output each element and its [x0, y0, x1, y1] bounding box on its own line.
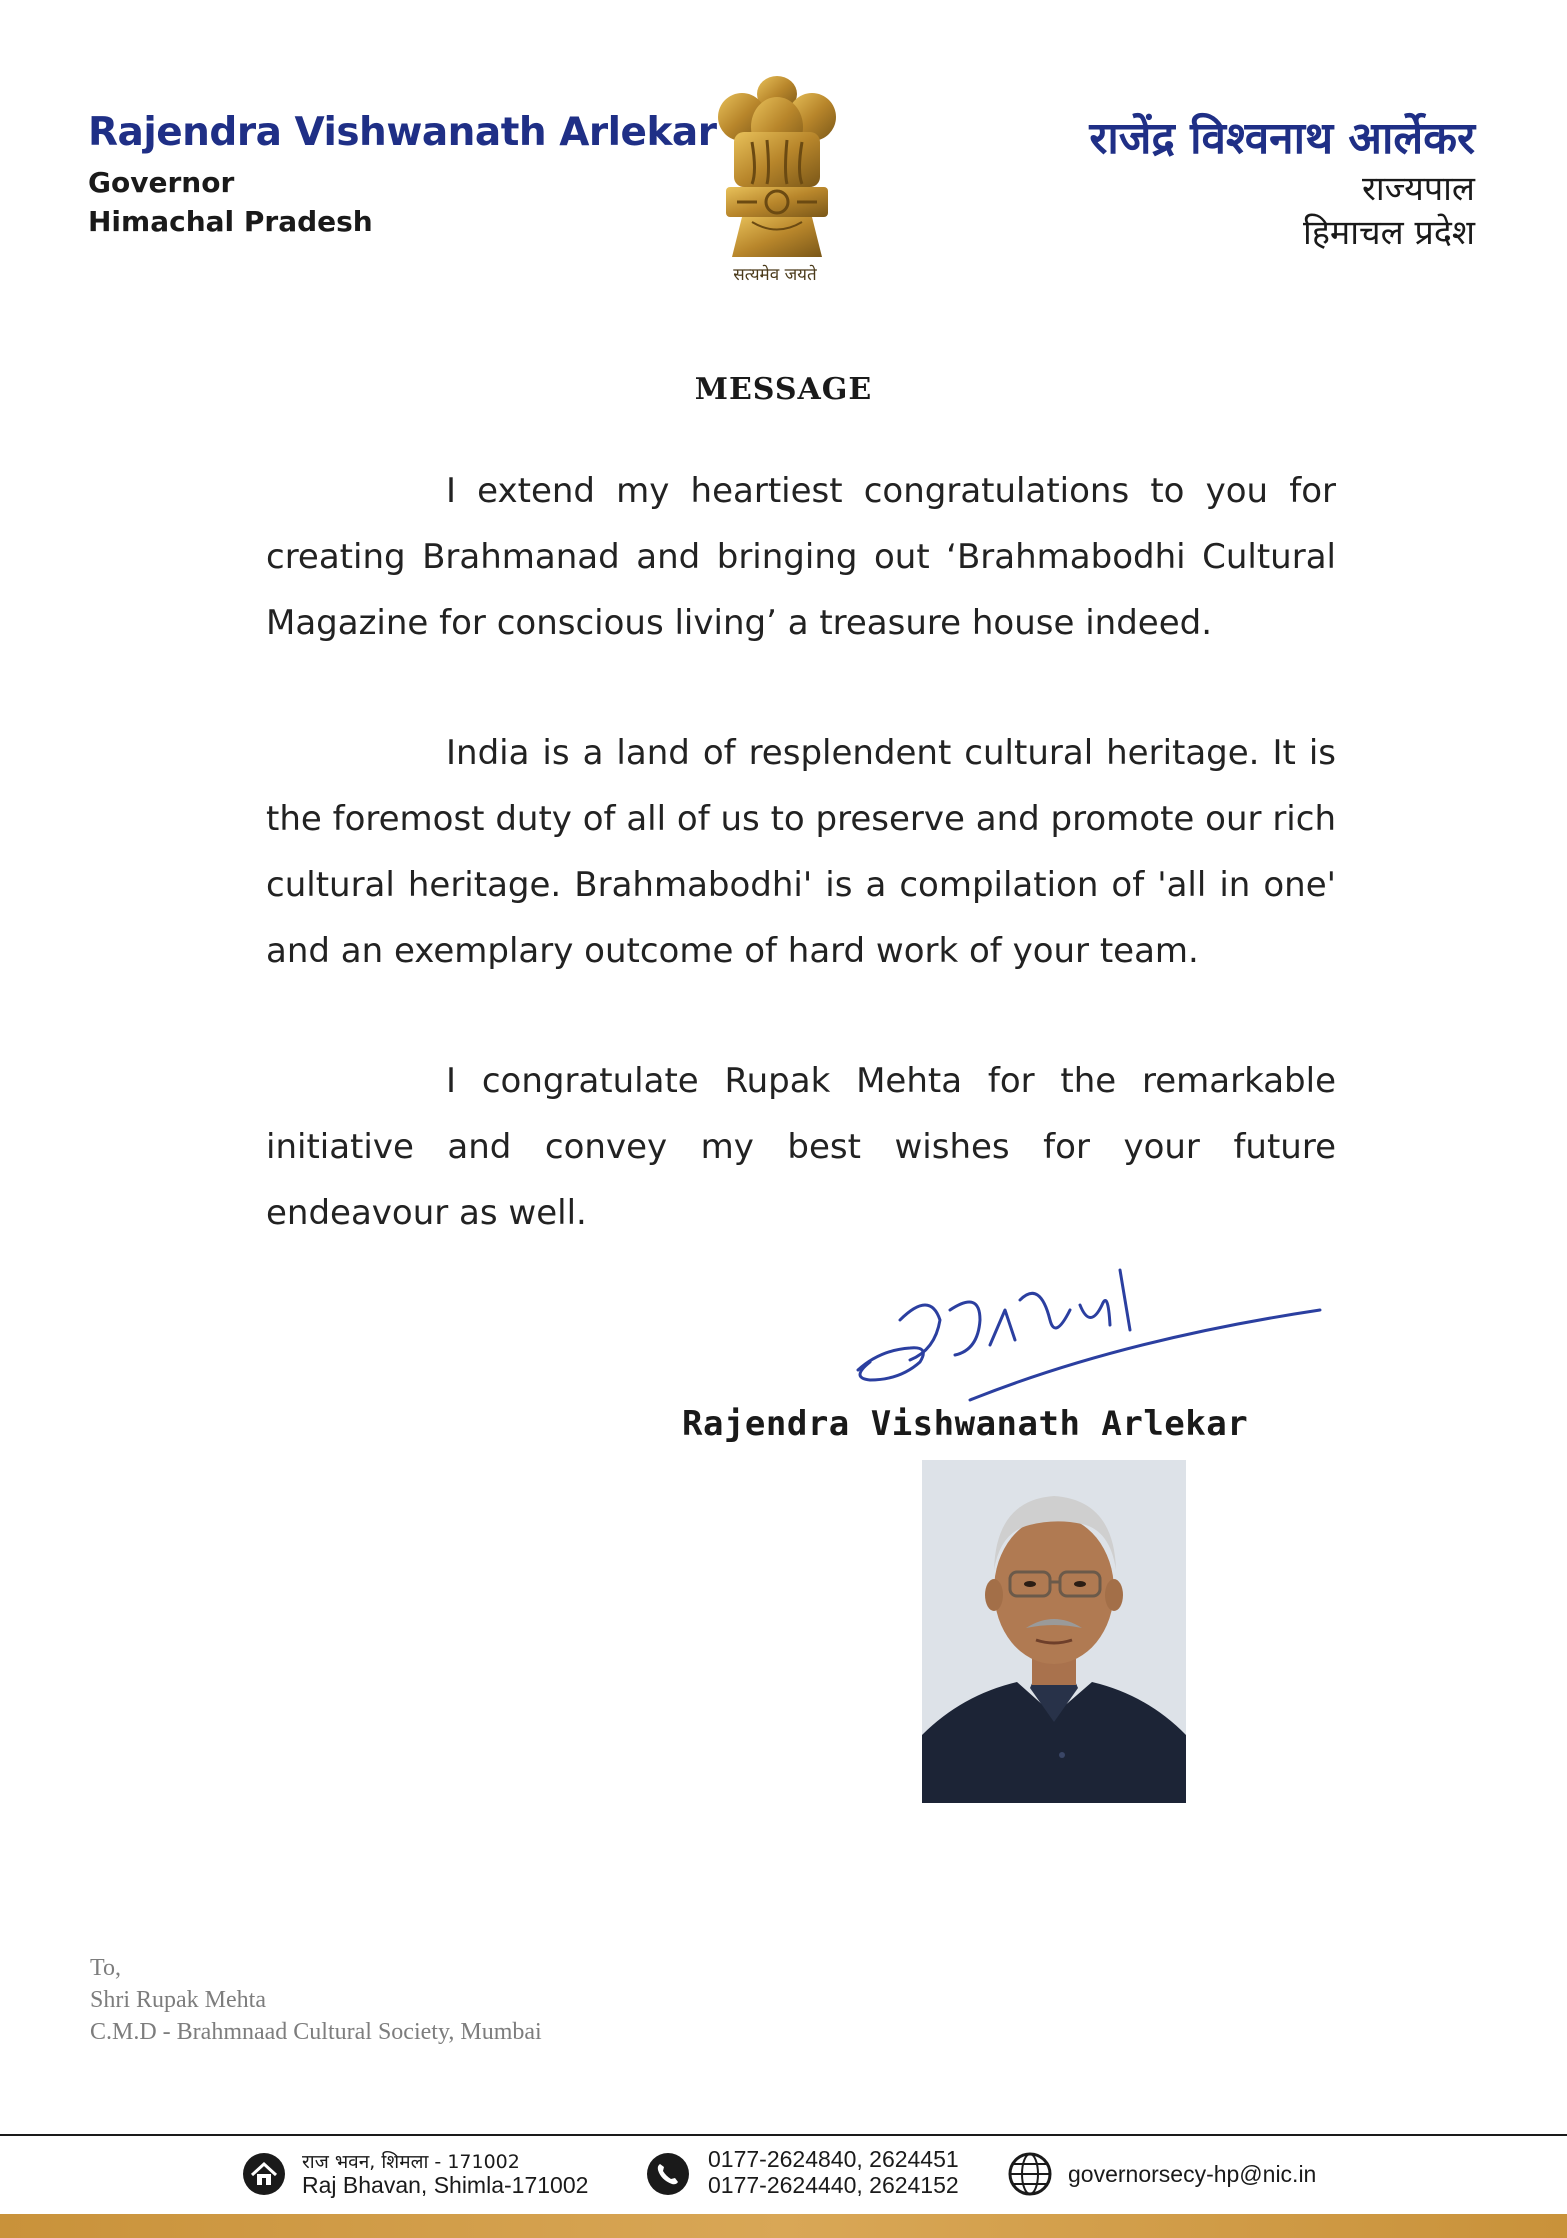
governor-portrait-photo	[922, 1460, 1186, 1803]
recipient-to: To,	[90, 1955, 121, 1981]
national-emblem-icon	[712, 72, 842, 292]
globe-icon	[1008, 2152, 1052, 2196]
handwritten-signature	[840, 1250, 1330, 1410]
signer-name: Rajendra Vishwanath Arlekar	[682, 1404, 1249, 1444]
letterhead-name-hi: राजेंद्र विश्वनाथ आर्लेकर	[1089, 113, 1475, 164]
letterhead-title-en: Governor	[88, 166, 235, 199]
message-heading: MESSAGE	[694, 372, 873, 407]
message-paragraph-2: India is a land of resplendent cultural heritage. It is the foremost duty of all of us to preserve and promote our rich cultural heritage. Brahmabodhi' is a compilation of 'all in one' and an exemplary outcome of hard work of your team.	[266, 733, 1336, 971]
letterhead-state-hi: हिमाचल प्रदेश	[1303, 213, 1475, 253]
recipient-designation: C.M.D - Brahmnaad Cultural Society, Mumbai	[90, 2019, 542, 2045]
message-paragraph-1: I extend my heartiest congratulations to you for creating Brahmanad and bringing out ‘Brahmabodhi Cultural Magazine for conscious living’ a treasure house indeed.	[266, 471, 1336, 643]
footer-divider	[0, 2134, 1567, 2136]
letterhead-title-hi: राज्यपाल	[1361, 169, 1475, 209]
footer-color-band	[0, 2214, 1567, 2238]
home-icon	[242, 2152, 286, 2196]
message-paragraph-3: I congratulate Rupak Mehta for the remarkable initiative and convey my best wishes for your future endeavour as well.	[266, 1061, 1336, 1233]
letterhead-state-en: Himachal Pradesh	[88, 205, 373, 238]
footer-phone-1[interactable]: 0177-2624840, 2624451	[708, 2146, 959, 2172]
emblem-motto: सत्यमेव जयते	[733, 265, 817, 285]
footer-phone-2[interactable]: 0177-2624440, 2624152	[708, 2172, 959, 2198]
footer-email[interactable]: governorsecy-hp@nic.in	[1068, 2161, 1317, 2187]
phone-icon	[646, 2152, 690, 2196]
recipient-name: Shri Rupak Mehta	[90, 1987, 266, 2013]
footer-address-hi: राज भवन, शिमला - 171002	[302, 2151, 520, 2173]
footer-address-en: Raj Bhavan, Shimla-171002	[302, 2172, 589, 2198]
letterhead-name-en: Rajendra Vishwanath Arlekar	[88, 110, 717, 155]
